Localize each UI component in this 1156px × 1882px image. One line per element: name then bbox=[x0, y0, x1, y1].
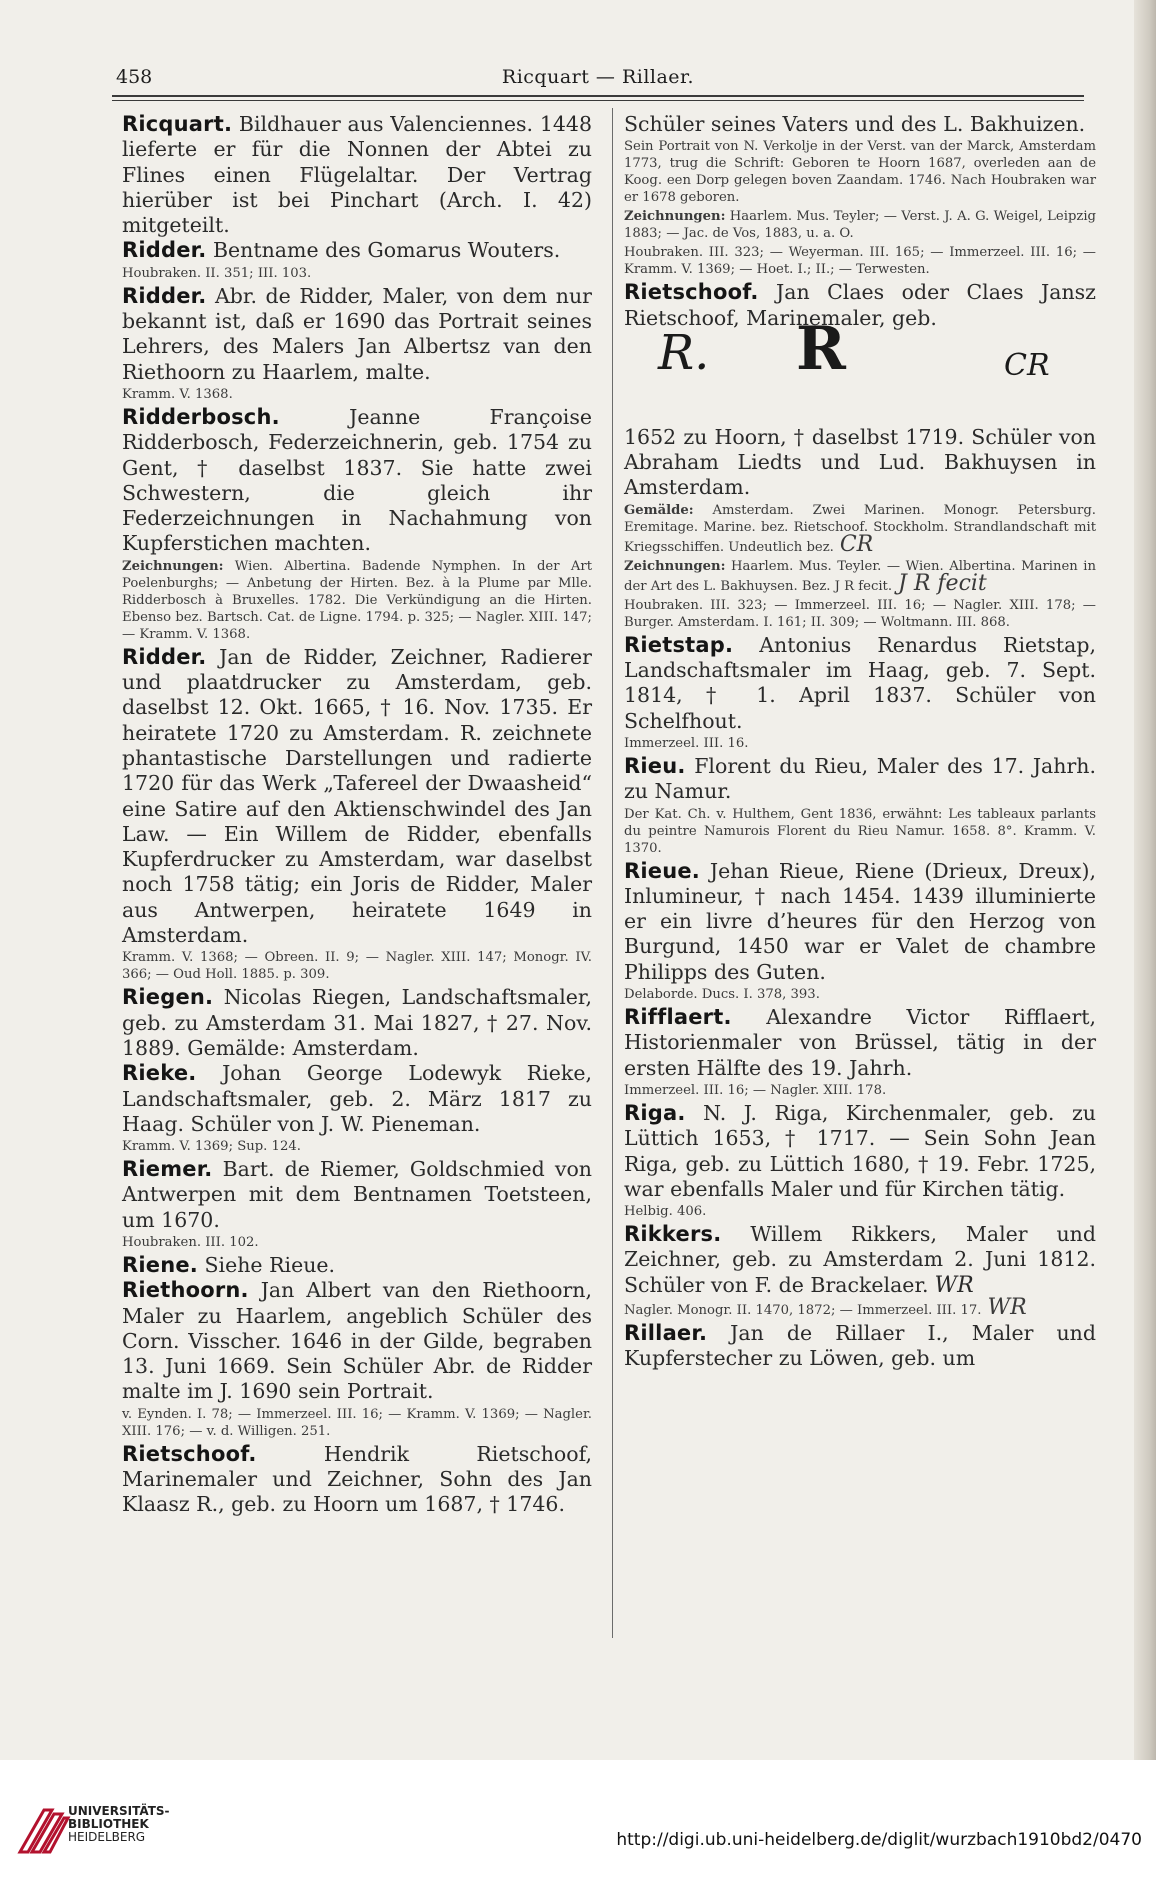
reference-text: Kramm. V. 1369; Sup. 124. bbox=[122, 1139, 301, 1155]
reference-note bbox=[624, 597, 1096, 631]
inline-monogram: J R fecit bbox=[898, 570, 987, 596]
reference-note bbox=[122, 265, 592, 282]
reference-note bbox=[122, 1234, 592, 1251]
entry bbox=[624, 1321, 1096, 1372]
entry-text: Abr. de Ridder, Maler, von dem nur bekannt ist, daß er 1690 das Portrait seines Lehrers, des Malers Jan Albertsz van den Riethoorn zu Haarlem, malte. bbox=[122, 283, 592, 384]
entry-lemma: Rietstap. bbox=[624, 632, 734, 657]
entry-continuation bbox=[624, 112, 1096, 137]
entry-lemma: Riga. bbox=[624, 1100, 686, 1125]
entry bbox=[624, 1005, 1096, 1081]
reference-note bbox=[624, 558, 1096, 595]
entry-text: Jan Albert van den Riethoorn, Maler zu Haarlem, angeblich Schüler des Corn. Visscher. 1646 in der Gilde, begraben 13. Juni 1669. Sein Schüler Abr. de Ridder malte im J. 1690 sein Portrait. bbox=[122, 1278, 592, 1404]
entry-lemma: Ridderbosch. bbox=[122, 404, 280, 429]
reference-note bbox=[624, 244, 1096, 278]
source-url[interactable]: http://digi.ub.uni-heidelberg.de/diglit/wurzbach1910bd2/0470 bbox=[616, 1830, 1142, 1850]
entry-text: Bildhauer aus Valenciennes. 1448 lieferte er für die Nonnen der Abtei zu Flines einen Flügelaltar. Der Vertrag hierüber ist bei Pinchart (Arch. I. 42) mitgeteilt. bbox=[122, 112, 592, 238]
entry-lemma: Rieke. bbox=[122, 1061, 197, 1086]
reference-text: Haarlem. Mus. Teyler. — Wien. Albertina. Marinen in der Art des L. Bakhuysen. Bez. J R fecit. bbox=[624, 558, 1096, 594]
entry-lemma: Rieu. bbox=[624, 753, 686, 778]
entry-lemma: Rikkers. bbox=[624, 1222, 722, 1247]
entry-continuation bbox=[624, 425, 1096, 501]
library-logo-icon bbox=[8, 1790, 348, 1870]
entry-text: Jan de Rillaer I., Maler und Kupferstecher zu Löwen, geb. um bbox=[624, 1321, 1096, 1371]
entry bbox=[624, 754, 1096, 805]
inline-monogram: WR bbox=[987, 1295, 1027, 1321]
entry bbox=[624, 1222, 1096, 1298]
page-title: Ricquart — Rillaer. bbox=[501, 66, 695, 88]
entry-text: Jeanne Françoise Ridderbosch, Federzeichnerin, geb. 1754 zu Gent, † daselbst 1837. Sie hatte zwei Schwestern, die gleich ihr Federzeichnungen in Nachahmung von Kupferstichen machten. bbox=[122, 404, 592, 556]
reference-text: Haarlem. Mus. Teyler; — Verst. J. A. G. Weigel, Leipzig 1883; — Jac. de Vos, 1883, u. a. O. bbox=[624, 209, 1096, 242]
reference-note bbox=[122, 1406, 592, 1440]
running-head bbox=[116, 66, 1080, 92]
reference-note bbox=[122, 1138, 592, 1155]
entry-lemma: Ridder. bbox=[122, 644, 207, 669]
entry bbox=[624, 859, 1096, 985]
entry-text: Jehan Rieue, Riene (Drieux, Dreux), Inlumineur, † nach 1454. 1439 illuminierte er ein livre d’heures für den Herzog von Burgund, 1450 war er Valet de chambre Philipps des Guten. bbox=[624, 858, 1096, 984]
reference-note bbox=[624, 138, 1096, 206]
entry bbox=[122, 1157, 592, 1233]
right-column bbox=[624, 112, 1096, 1372]
page-edge bbox=[1134, 0, 1156, 1760]
reference-note bbox=[624, 806, 1096, 857]
entry-lemma: Riene. bbox=[122, 1252, 198, 1277]
entry bbox=[122, 1253, 592, 1278]
reference-text: v. Eynden. I. 78; — Immerzeel. III. 16; — Kramm. V. 1369; — Nagler. XIII. 176; — v. d. Willigen. 251. bbox=[122, 1406, 592, 1439]
reference-note bbox=[624, 1203, 1096, 1220]
reference-text: Helbig. 406. bbox=[624, 1204, 707, 1220]
monogram-2: R bbox=[796, 313, 846, 384]
reference-note bbox=[122, 949, 592, 983]
entry-lemma: Riemer. bbox=[122, 1157, 213, 1182]
entry-text: Alexandre Victor Rifflaert, Historienmaler von Brüssel, tätig in der ersten Hälfte des 19. Jahrh. bbox=[624, 1005, 1096, 1080]
reference-note bbox=[624, 986, 1096, 1003]
entry-lemma: Ricquart. bbox=[122, 112, 233, 136]
reference-label: Gemälde: bbox=[624, 502, 694, 518]
entry bbox=[122, 985, 592, 1061]
reference-label: Zeichnungen: bbox=[122, 558, 224, 574]
reference-text: Houbraken. II. 351; III. 103. bbox=[122, 265, 312, 281]
reference-text: Houbraken. III. 102. bbox=[122, 1234, 259, 1250]
reference-text: Immerzeel. III. 16. bbox=[624, 735, 749, 751]
reference-text: Wien. Albertina. Badende Nymphen. In der Art Poelenburghs; — Anbetung der Hirten. Bez. à la Plume par Mlle. Ridderbosch à Bruxelles. 1782. Die Verkündigung an die Hirten. Ebenso bez. Bartsch. Cat. de Ligne. 1794. p. 325; — Nagler. XIII. 147; — Kramm. V. 1368. bbox=[122, 558, 592, 642]
reference-text: Houbraken. III. 323; — Weyerman. III. 165; — Immerzeel. III. 16; — Kramm. V. 1369; — Hoet. I.; II.; — Terwesten. bbox=[624, 245, 1096, 278]
entry-text: Hendrik Rietschoof, Marinemaler und Zeichner, Sohn des Jan Klaasz R., geb. zu Hoorn um 1687, † 1746. bbox=[122, 1441, 592, 1517]
monogram-3: CR bbox=[1004, 347, 1050, 383]
monogram-row bbox=[624, 313, 1096, 417]
entry-text: Antonius Renardus Rietstap, Landschaftsmaler im Haag, geb. 7. Sept. 1814, † 1. April 1837. Schüler von Schelfhout. bbox=[624, 632, 1096, 733]
entry-lemma: Riethoorn. bbox=[122, 1278, 249, 1303]
entry-text: Bentname des Gomarus Wouters. bbox=[206, 238, 561, 263]
entry-text: Bart. de Riemer, Goldschmied von Antwerpen mit dem Bentnamen Toetsteen, um 1670. bbox=[122, 1157, 592, 1232]
entry-lemma: Rifflaert. bbox=[624, 1005, 732, 1030]
entry-lemma: Rietschoof. bbox=[122, 1441, 257, 1466]
reference-text: Houbraken. III. 323; — Immerzeel. III. 16; — Nagler. XIII. 178; — Burger. Amsterdam. I. 161; II. 309; — Woltmann. III. 868. bbox=[624, 597, 1096, 630]
reference-label: Zeichnungen: bbox=[624, 209, 726, 225]
entry bbox=[624, 633, 1096, 734]
library-name: UNIVERSITÄTS- BIBLIOTHEK HEIDELBERG bbox=[68, 1804, 170, 1844]
reference-text: Nagler. Monogr. II. 1470, 1872; — Immerzeel. III. 17. bbox=[624, 1303, 982, 1319]
reference-note bbox=[624, 1082, 1096, 1099]
entry-text: 1652 zu Hoorn, † daselbst 1719. Schüler von Abraham Liedts und Lud. Bakhuysen in Amsterdam. bbox=[624, 424, 1096, 500]
reference-note bbox=[624, 502, 1096, 556]
entry-lemma: Ridder. bbox=[122, 238, 207, 263]
reference-note bbox=[624, 735, 1096, 752]
right-column-top bbox=[624, 112, 1096, 331]
entry bbox=[122, 284, 592, 385]
entry bbox=[624, 1101, 1096, 1202]
header-rule-thin bbox=[112, 100, 1084, 101]
entry-text: Nicolas Riegen, Landschaftsmaler, geb. zu Amsterdam 31. Mai 1827, † 27. Nov. 1889. Gemälde: Amsterdam. bbox=[122, 985, 592, 1060]
entry-text: Siehe Rieue. bbox=[197, 1252, 336, 1277]
entry bbox=[122, 112, 592, 238]
entry-text: Schüler seines Vaters und des L. Bakhuizen. bbox=[624, 112, 1086, 136]
entry bbox=[122, 645, 592, 949]
entry bbox=[122, 405, 592, 557]
reference-text: Delaborde. Ducs. I. 378, 393. bbox=[624, 987, 820, 1003]
entry-text: Jan de Ridder, Zeichner, Radierer und plaatdrucker zu Amsterdam, geb. daselbst 12. Okt. 1665, † 16. Nov. 1735. Er heiratete 1720 zu Amsterdam. R. zeichnete phantastische Darstellungen und radierte 1720 für das Werk „Tafereel der Dwaasheid“ eine Satire auf den Aktienschwindel des Jan Law. — Ein Willem de Ridder, ebenfalls Kupferdrucker zu Amsterdam, war daselbst noch 1758 tätig; ein Joris de Ridder, Maler aus Antwerpen, heiratete 1649 in Amsterdam. bbox=[122, 644, 592, 948]
reference-note bbox=[122, 558, 592, 643]
monogram-1: R. bbox=[658, 324, 710, 381]
entry-text: Jan Claes oder Claes Jansz Rietschoof, Marinemaler, geb. bbox=[624, 280, 1096, 330]
entry-lemma: Riegen. bbox=[122, 985, 214, 1010]
reference-text: Immerzeel. III. 16; — Nagler. XIII. 178. bbox=[624, 1082, 887, 1098]
reference-text: Sein Portrait von N. Verkolje in der Verst. van der Marck, Amsterdam 1773, trug die Schrift: Geboren te Hoorn 1687, overleden aan de Koog. een Dorp gelegen boven Zaandam. 1746. Nach Houbraken war er 1678 geboren. bbox=[624, 139, 1096, 206]
entry-lemma: Rillaer. bbox=[624, 1321, 708, 1346]
entry-lemma: Ridder. bbox=[122, 283, 207, 308]
page-number: 458 bbox=[116, 66, 153, 88]
entry bbox=[122, 1442, 592, 1518]
entry bbox=[122, 238, 592, 263]
reference-text: Kramm. V. 1368; — Obreen. II. 9; — Nagler. XIII. 147; Monogr. IV. 366; — Oud Holl. 1885. p. 309. bbox=[122, 950, 592, 983]
reference-label: Zeichnungen: bbox=[624, 558, 726, 574]
reference-note bbox=[122, 386, 592, 403]
entry bbox=[122, 1061, 592, 1137]
entry bbox=[624, 280, 1096, 331]
reference-text: Amsterdam. Zwei Marinen. Monogr. Petersburg. Eremitage. Marine. bez. Rietschoof. Stockholm. Strandlandschaft mit Kriegsschiffen. Undeutlich bez. bbox=[624, 502, 1096, 555]
right-column-bottom bbox=[624, 425, 1096, 1372]
reference-text: Der Kat. Ch. v. Hulthem, Gent 1836, erwähnt: Les tableaux parlants du peintre Namurois Florent du Rieu Namur. 1658. 8°. Kramm. V. 1370. bbox=[624, 806, 1096, 856]
header-rule bbox=[112, 95, 1084, 97]
entry-lemma: Rietschoof. bbox=[624, 280, 759, 305]
column-divider bbox=[612, 108, 613, 1638]
entry bbox=[122, 1278, 592, 1404]
entry-text: Johan George Lodewyk Rieke, Landschaftsmaler, geb. 2. März 1817 zu Haag. Schüler von J. W. Pieneman. bbox=[122, 1061, 592, 1136]
reference-note bbox=[624, 208, 1096, 242]
reference-text: Kramm. V. 1368. bbox=[122, 386, 233, 402]
inline-monogram: CR bbox=[839, 531, 874, 557]
entry-text: N. J. Riga, Kirchenmaler, geb. zu Lüttich 1653, † 1717. — Sein Sohn Jean Riga, geb. zu Lüttich 1680, † 19. Febr. 1725, war ebenfalls Maler und für Kirchen tätig. bbox=[624, 1100, 1096, 1201]
entry-text: Florent du Rieu, Maler des 17. Jahrh. zu Namur. bbox=[624, 753, 1096, 804]
entry-text: Willem Rikkers, Maler und Zeichner, geb. zu Amsterdam 2. Juni 1812. Schüler von F. de Brackelaer. bbox=[624, 1222, 1096, 1297]
entry-lemma: Rieue. bbox=[624, 858, 700, 883]
reference-note bbox=[624, 1295, 1096, 1321]
inline-monogram: WR bbox=[934, 1272, 974, 1298]
left-column bbox=[122, 112, 592, 1518]
